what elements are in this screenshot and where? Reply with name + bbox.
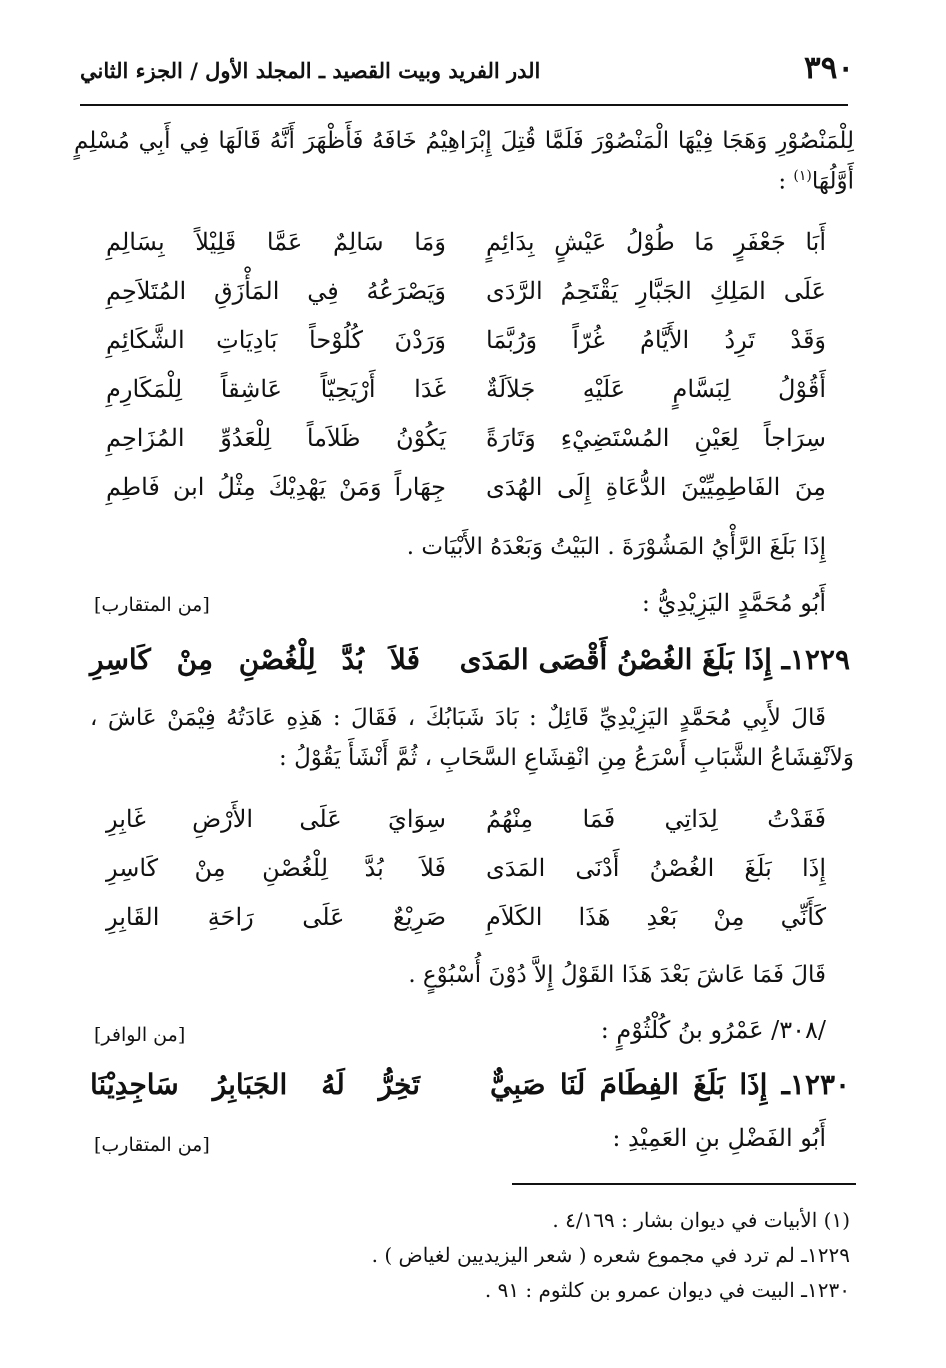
verse-second-hemistich: يَكُوْنُ ظَلاَماً لِلْعَدُوِّ المُزَاحِمِ: [106, 424, 446, 452]
after-poem-line: إِذَا بَلَغَ الرَّأْيُ المَشُوْرَةَ . البَيْتُ وَبَعْدَهُ الأَبْيَات .: [406, 534, 826, 560]
footnote-mark: (١): [793, 168, 812, 184]
verse-second-hemistich: وَرَدْنَ كُلُوْحاً بَادِيَاتِ الشَّكَائِمِ: [106, 326, 446, 354]
verse-row: [96, 228, 836, 272]
prose-line: قَالَ لأَبِي مُحَمَّدٍ اليَزِيْدِيِّ قَائِلٌ : بَادَ شَبَابُكَ ، فَقَالَ : هَذِهِ عَادَتُهُ فِيْمَنْ عَاشَ ،: [90, 705, 826, 731]
verse-first-hemistich: أَقُوْلُ لِبَسَّامٍ عَلَيْهِ جَلاَلَةٌ: [486, 375, 826, 403]
header-rule: [80, 104, 848, 106]
verse-second-hemistich: تَخِرُّ لَهُ الجَبَابِرُ سَاجِدِيْنَا: [90, 1068, 420, 1101]
after-poem-line: قَالَ فَمَا عَاشَ بَعْدَ هَذَا القَوْلُ إِلاَّ دُوْنَ أُسْبُوْعٍ .: [408, 962, 826, 988]
verse-first-hemistich: فَقَدْتُ لِدَاتِي فَمَا مِنْهُمُ: [486, 805, 826, 833]
verse-first-hemistich: إِذَا بَلَغَ الغُصْنُ أَدْنَى المَدَى: [486, 854, 826, 882]
verse-second-hemistich: وَيَصْرَعُهُ فِي المَأْزَقِ المُتَلاَحِمِ: [106, 277, 446, 305]
verse-text: إِذَا بَلَغَ الغُصْنُ أَقْصَى المَدَى: [459, 643, 772, 676]
verse-row: [96, 277, 836, 321]
poet-name: أَبُو الفَضْلِ بنِ العَمِيْدِ :: [612, 1124, 826, 1152]
verse-second-hemistich: غَدَا أَرْيَحِيّاً عَاشِقاً لِلْمَكَارِمِ: [106, 375, 446, 403]
verse-second-hemistich: فَلاَ بُدَّ لِلْغُصْنِ مِنْ كَاسِرِ: [106, 854, 446, 882]
page-number: ٣٩٠: [804, 50, 854, 86]
meter-label: [من المتقارب]: [94, 594, 210, 616]
verse-row: [96, 473, 836, 517]
footnote-rule: [512, 1183, 856, 1185]
intro-line-2-text: أَوَّلُهَا: [811, 168, 854, 195]
verse-first-hemistich: وَقَدْ تَرِدُ الأَيَّامُ غُرّاً وَرُبَّمَا: [486, 326, 826, 354]
verse-row: [96, 424, 836, 468]
prose-line: وَلاَنْقِشَاعُ الشَّبَابِ أَسْرَعُ مِنِ انْقِشَاعِ السَّحَابِ ، ثُمَّ أَنْشَأَ يَقُوْلُ :: [279, 745, 854, 771]
verse-first-hemistich: مِنَ الفَاطِمِيِّيْنَ الدُّعَاةِ إِلَى الهُدَى: [486, 473, 826, 501]
verse-first-hemistich: عَلَى المَلِكِ الجَبَّارِ يَقْتَحِمُ الرَّدَى: [486, 277, 826, 305]
verse-row: [96, 805, 836, 849]
verse-second-hemistich: فَلاَ بُدَّ لِلْغُصْنِ مِنْ كَاسِرِ: [90, 643, 420, 676]
footnote: (١) الأبيات في ديوان بشار : ٤/١٦٩ .: [552, 1208, 850, 1232]
verse-second-hemistich: صَرِيْعٌ عَلَى رَاحَةِ القَابِرِ: [106, 903, 446, 931]
verse-text: إِذَا بَلَغَ الفِطَامَ لَنَا صَبِيٌّ: [490, 1068, 768, 1101]
poet-name: أَبُو مُحَمَّدٍ اليَزِيْدِيُّ :: [641, 589, 826, 617]
verse-second-hemistich: وَمَا سَالِمٌ عَمَّا قَلِيْلاً بِسَالِمِ: [106, 228, 446, 256]
verse-first-hemistich: كَأَنِّي مِنْ بَعْدِ هَذَا الكَلاَمِ: [486, 903, 826, 931]
verse-number: ١٢٣٠ـ: [781, 1068, 851, 1101]
verse-row: [96, 326, 836, 370]
meter-label: [من المتقارب]: [94, 1134, 210, 1156]
numbered-verse-1229: [90, 643, 850, 693]
poet-name: /٣٠٨/ عَمْرُو بنُ كُلْثُوْمٍ :: [600, 1016, 826, 1044]
verse-first-hemistich: سِرَاجاً لِعَيْنِ المُسْتَضِيْءِ وَتَارَةً: [486, 424, 826, 452]
intro-line-2: [114, 168, 854, 195]
verse-first-hemistich: أَبَا جَعْفَرٍ مَا طُوْلُ عَيْشٍ بِدَائِمٍ: [486, 228, 826, 256]
footnote: ١٢٢٩ـ لم ترد في مجموع شعره ( شعر اليزيديين لغياض ) .: [371, 1243, 850, 1267]
intro-line-2-tail: :: [778, 168, 794, 195]
verse-row: [96, 854, 836, 898]
verse-first-hemistich: [459, 643, 850, 676]
verse-second-hemistich: جِهَاراً وَمَنْ يَهْدِيْكَ مِثْلُ ابن فَاطِمِ: [106, 473, 446, 501]
footnote: ١٢٣٠ـ البيت في ديوان عمرو بن كلثوم : ٩١ .: [484, 1278, 850, 1302]
verse-number: ١٢٢٩ـ: [781, 643, 850, 676]
verse-row: [96, 375, 836, 419]
verse-second-hemistich: سِوَايَ عَلَى الأَرْضِ غَابِرِ: [106, 805, 446, 833]
verse-row: [96, 903, 836, 947]
numbered-verse-1230: [90, 1068, 850, 1118]
meter-label: [من الوافر]: [94, 1024, 186, 1046]
verse-first-hemistich: [490, 1068, 850, 1101]
intro-line-1: لِلْمَنْصُوْرِ وَهَجَا فِيْهَا الْمَنْصُوْرَ فَلَمَّا قُتِلَ إِبْرَاهِيْمُ خَافَهُ فَأَظْهَرَ أَنَّهُ قَالَهَا فِي أَبِي مُسْلِمٍ: [74, 128, 854, 154]
running-title: الدر الفريد وبيت القصيد ـ المجلد الأول / الجزء الثاني: [80, 58, 541, 83]
